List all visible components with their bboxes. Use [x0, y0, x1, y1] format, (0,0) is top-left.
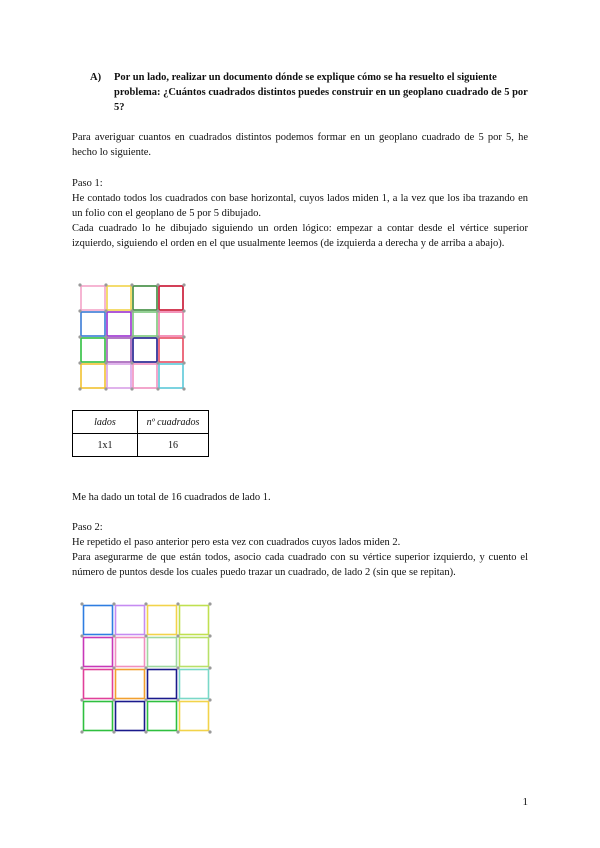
- grid-square: [116, 606, 145, 635]
- page-number: 1: [522, 796, 528, 808]
- geoplane-peg: [104, 335, 107, 338]
- step2-paragraph-1: He repetido el paso anterior pero esta vez con cuadrados cuyos lados miden 2.: [72, 537, 401, 548]
- geoplane-peg: [80, 634, 83, 637]
- grid-square: [159, 312, 183, 336]
- grid-square: [81, 338, 105, 362]
- geoplane-peg: [144, 666, 147, 669]
- grid-square: [148, 606, 177, 635]
- step1-title: Paso 1:: [72, 178, 103, 189]
- table-cell-count: 16: [138, 434, 209, 457]
- geoplane-peg: [78, 283, 81, 286]
- geoplane-peg: [182, 387, 185, 390]
- geoplane-peg: [182, 309, 185, 312]
- geoplane-peg: [112, 602, 115, 605]
- geoplane-peg: [156, 309, 159, 312]
- grid-square: [107, 338, 131, 362]
- geoplane-peg: [144, 730, 147, 733]
- grid-square: [148, 670, 177, 699]
- step2-title: Paso 2:: [72, 522, 103, 533]
- geoplane-peg: [144, 698, 147, 701]
- grid-square: [159, 338, 183, 362]
- grid-square: [159, 286, 183, 310]
- geoplane-peg: [104, 309, 107, 312]
- geoplane-peg: [130, 361, 133, 364]
- geoplane-peg: [156, 361, 159, 364]
- grid-square: [81, 312, 105, 336]
- geoplane-peg: [104, 283, 107, 286]
- geoplane-peg: [208, 602, 211, 605]
- geoplane-peg: [176, 602, 179, 605]
- geoplane-peg: [156, 335, 159, 338]
- grid-square: [84, 670, 113, 699]
- geoplane-peg: [144, 602, 147, 605]
- total-step1: Me ha dado un total de 16 cuadrados de lado 1.: [72, 492, 271, 503]
- grid-square: [180, 638, 209, 667]
- grid-square: [133, 364, 157, 388]
- geoplane-peg: [104, 387, 107, 390]
- step1-paragraph-1: He contado todos los cuadrados con base horizontal, cuyos lados miden 1, a la vez que los iba trazando en un folio con el geoplano de 5 por 5 dibujado.: [72, 193, 528, 219]
- grid-square: [81, 364, 105, 388]
- intro-paragraph: Para averiguar cuantos en cuadrados distintos podemos formar en un geoplano cuadrado de 5 por 5, he hecho lo siguiente.: [72, 132, 528, 158]
- grid-square: [133, 312, 157, 336]
- geoplane-peg: [112, 730, 115, 733]
- grid-square: [116, 638, 145, 667]
- grid-square: [81, 286, 105, 310]
- table-header-sides: lados: [73, 411, 138, 434]
- geoplane-grid-2x2-squares: [78, 600, 214, 734]
- geoplane-peg: [208, 730, 211, 733]
- geoplane-peg: [156, 283, 159, 286]
- step2-paragraph-2: Para asegurarme de que están todos, asocio cada cuadrado con su vértice superior izquierdo, y cuento el número de puntos desde los cuales puedo trazar un cuadrado, de lado 2 (sin que se repitan).: [72, 552, 528, 578]
- geoplane-peg: [176, 730, 179, 733]
- grid-square: [107, 312, 131, 336]
- geoplane-peg: [78, 309, 81, 312]
- geoplane-peg: [80, 602, 83, 605]
- grid-square: [107, 286, 131, 310]
- geoplane-peg: [208, 634, 211, 637]
- geoplane-peg: [130, 283, 133, 286]
- geoplane-peg: [176, 698, 179, 701]
- heading-label: A): [90, 72, 102, 83]
- geoplane-peg: [80, 730, 83, 733]
- grid-square: [180, 606, 209, 635]
- grid-square: [133, 286, 157, 310]
- geoplane-peg: [208, 666, 211, 669]
- count-table: [72, 410, 209, 457]
- geoplane-peg: [182, 361, 185, 364]
- grid-square: [84, 606, 113, 635]
- geoplane-peg: [144, 634, 147, 637]
- geoplane-peg: [130, 387, 133, 390]
- grid-square: [116, 702, 145, 731]
- problem-heading: [90, 70, 530, 115]
- geoplane-peg: [130, 335, 133, 338]
- table-cell-sides: 1x1: [73, 434, 138, 457]
- geoplane-peg: [176, 634, 179, 637]
- grid-square: [180, 702, 209, 731]
- step1-paragraph-2: Cada cuadrado lo he dibujado siguiendo un orden lógico: empezar a contar desde el vértice superior izquierdo, siguiendo el orden en el que usualmente leemos (de izquierda a derecha y de arriba a abajo).: [72, 223, 528, 249]
- geoplane-peg: [208, 698, 211, 701]
- geoplane-peg: [78, 335, 81, 338]
- grid-square: [84, 638, 113, 667]
- grid-square: [107, 364, 131, 388]
- geoplane-peg: [80, 666, 83, 669]
- geoplane-peg: [112, 634, 115, 637]
- geoplane-peg: [112, 666, 115, 669]
- table-header-count: nº cuadrados: [138, 411, 209, 434]
- geoplane-peg: [176, 666, 179, 669]
- geoplane-peg: [182, 335, 185, 338]
- geoplane-grid-1x1-squares: [76, 281, 188, 391]
- geoplane-peg: [182, 283, 185, 286]
- geoplane-peg: [156, 387, 159, 390]
- heading-text: Por un lado, realizar un documento dónde se explique cómo se ha resuelto el siguiente problema: ¿Cuántos cuadrados distintos puedes construir en un geoplano cuadrado de 5 por 5?: [114, 72, 528, 113]
- geoplane-peg: [78, 387, 81, 390]
- grid-square: [180, 670, 209, 699]
- geoplane-peg: [104, 361, 107, 364]
- geoplane-peg: [130, 309, 133, 312]
- grid-square: [133, 338, 157, 362]
- grid-square: [116, 670, 145, 699]
- geoplane-peg: [112, 698, 115, 701]
- geoplane-peg: [80, 698, 83, 701]
- geoplane-peg: [78, 361, 81, 364]
- grid-square: [159, 364, 183, 388]
- grid-square: [84, 702, 113, 731]
- grid-square: [148, 638, 177, 667]
- grid-square: [148, 702, 177, 731]
